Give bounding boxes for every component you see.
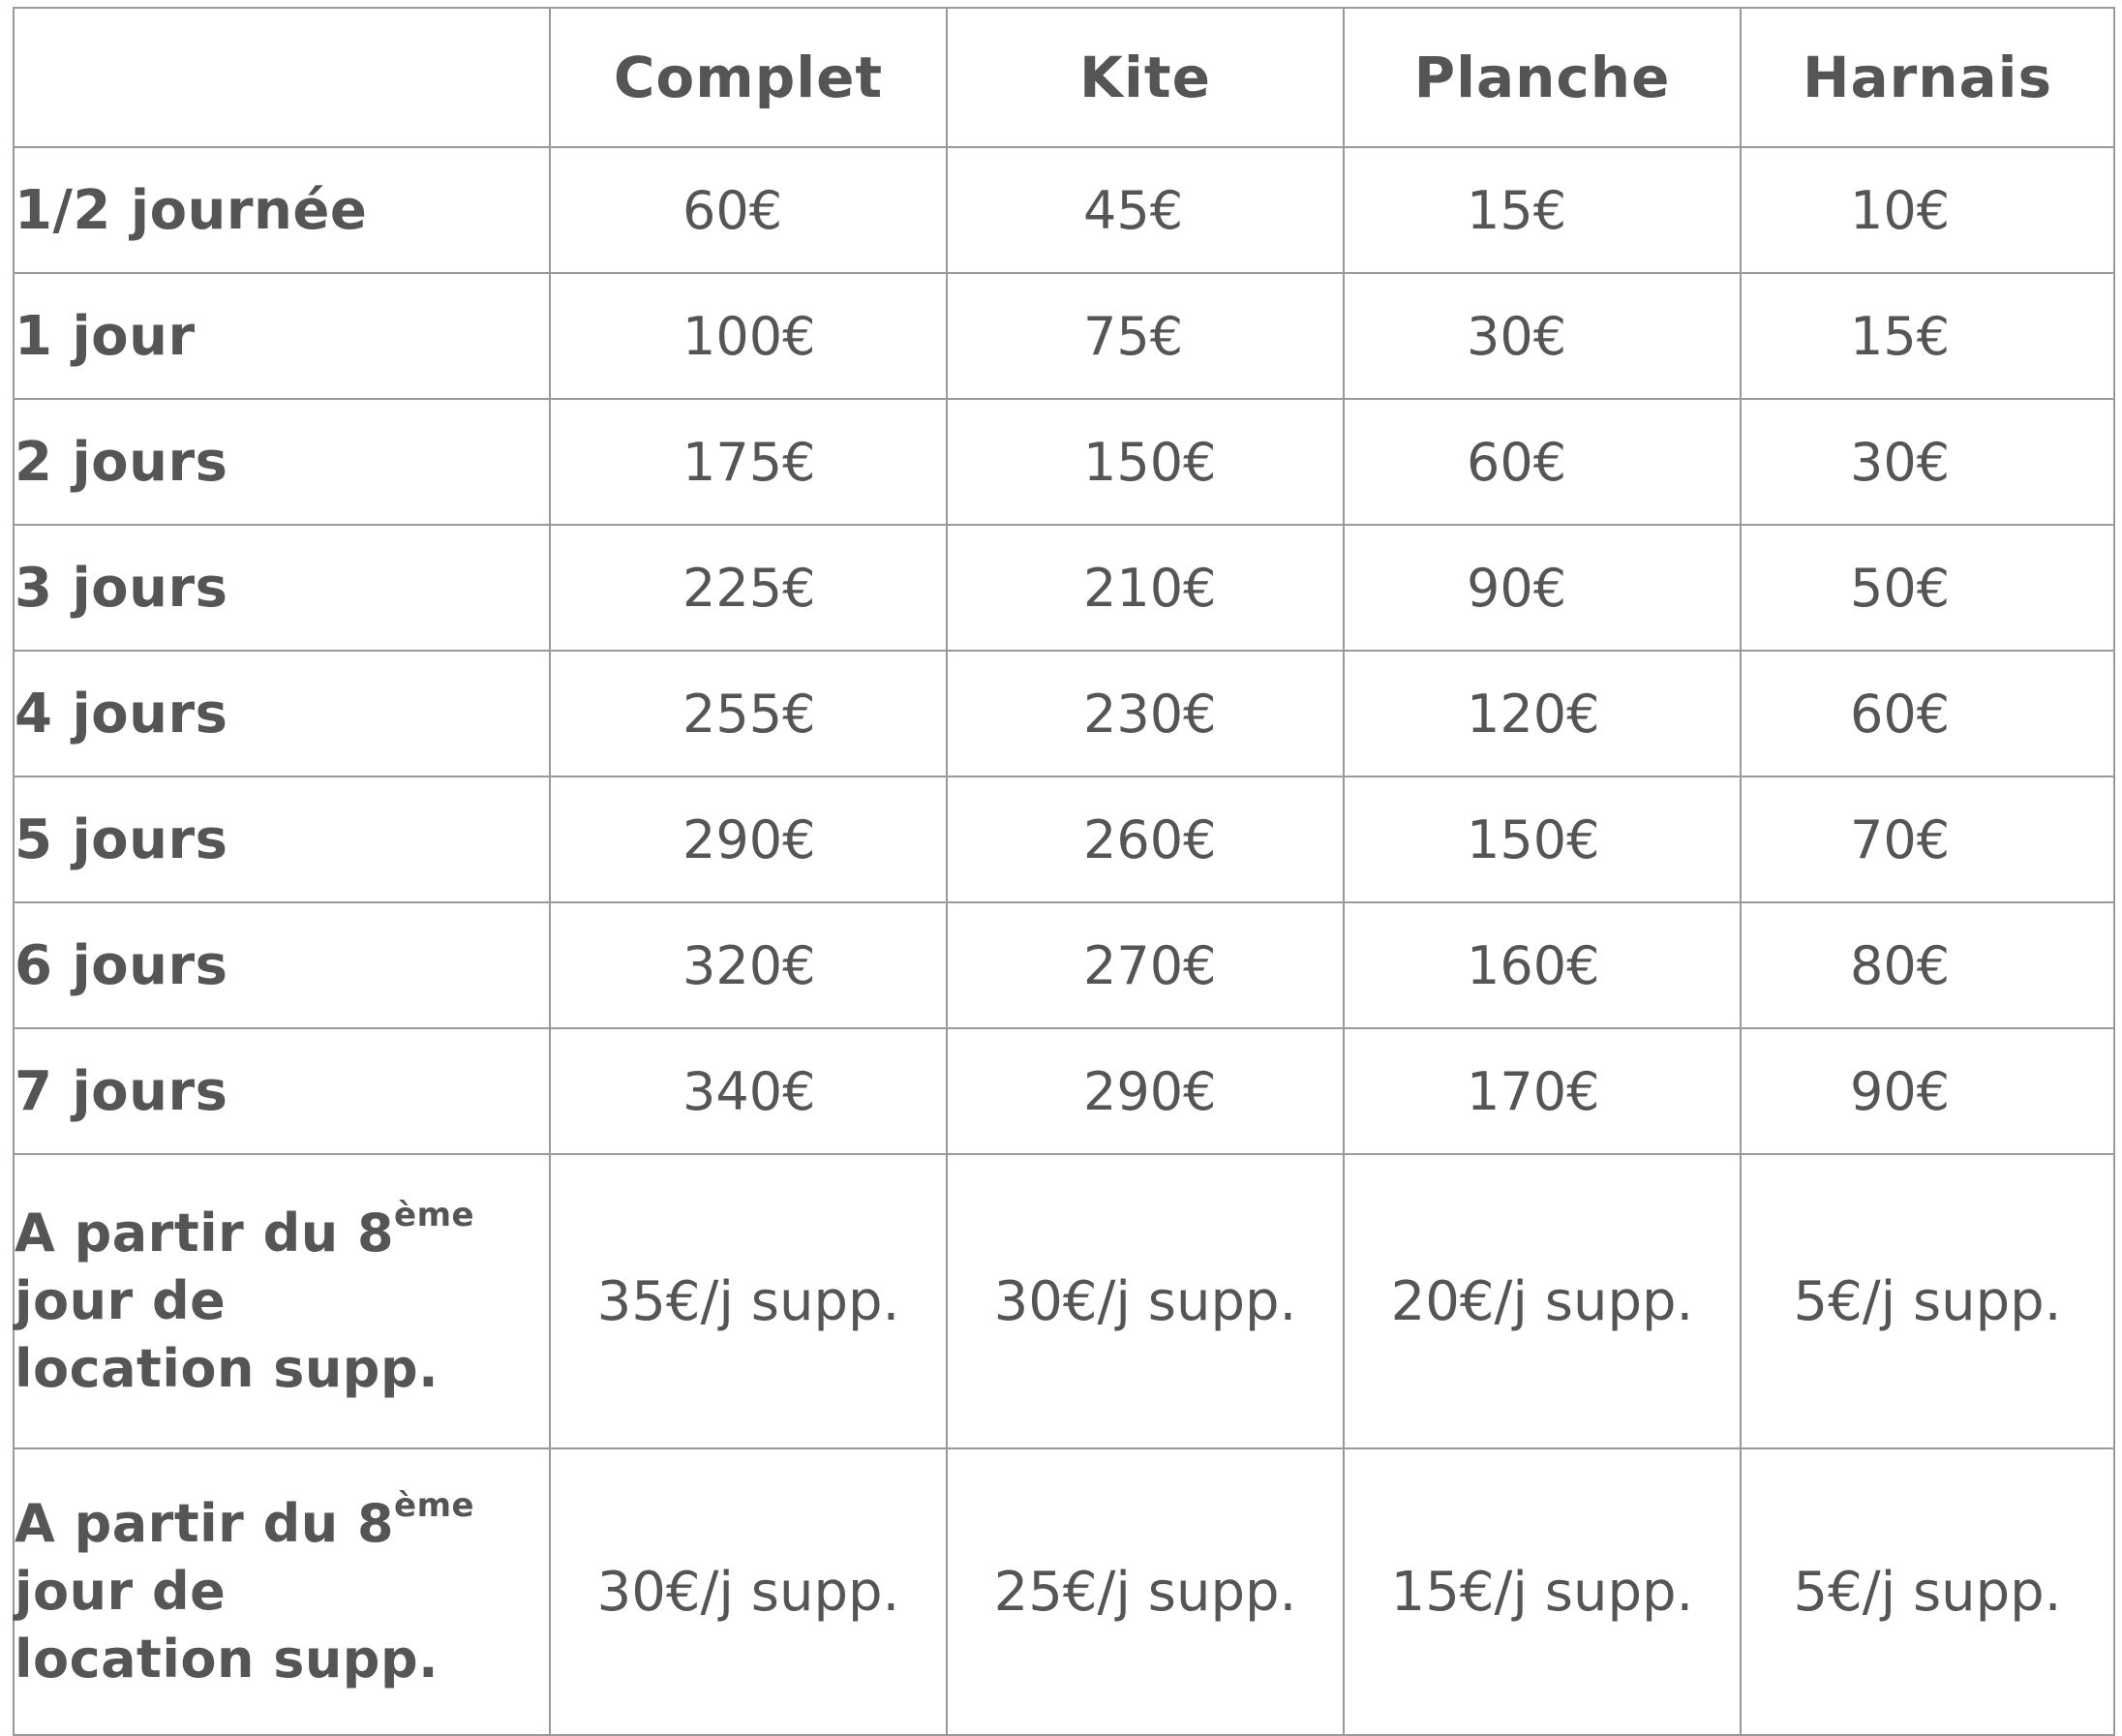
row-label-extra: A partir du 8ème jour de location supp. xyxy=(14,1448,550,1735)
price-cell: 45€ xyxy=(947,147,1344,273)
price-cell: 90€ xyxy=(1344,525,1741,651)
table-row xyxy=(14,902,2114,1028)
row-label: 7 jours xyxy=(14,1028,550,1154)
price-cell: 170€ xyxy=(1344,1028,1741,1154)
row-label: 1 jour xyxy=(14,273,550,399)
price-cell: 150€ xyxy=(1344,777,1741,902)
price-cell: 225€ xyxy=(550,525,947,651)
header-complet: Complet xyxy=(550,8,947,147)
price-cell: 210€ xyxy=(947,525,1344,651)
price-cell: 5€/j supp. xyxy=(1741,1154,2114,1448)
price-cell: 25€/j supp. xyxy=(947,1448,1344,1735)
price-cell: 60€ xyxy=(1741,651,2114,777)
price-cell: 340€ xyxy=(550,1028,947,1154)
price-cell: 15€/j supp. xyxy=(1344,1448,1741,1735)
row-label: 6 jours xyxy=(14,902,550,1028)
price-cell: 255€ xyxy=(550,651,947,777)
table-row xyxy=(14,777,2114,902)
price-cell: 230€ xyxy=(947,651,1344,777)
price-cell: 30€/j supp. xyxy=(947,1154,1344,1448)
price-cell: 290€ xyxy=(550,777,947,902)
price-cell: 20€/j supp. xyxy=(1344,1154,1741,1448)
row-label: 4 jours xyxy=(14,651,550,777)
row-label: 3 jours xyxy=(14,525,550,651)
header-harnais: Harnais xyxy=(1741,8,2114,147)
table-row xyxy=(14,1028,2114,1154)
table-row xyxy=(14,399,2114,525)
price-cell: 15€ xyxy=(1344,147,1741,273)
table-row-extra xyxy=(14,1154,2114,1448)
price-cell: 175€ xyxy=(550,399,947,525)
price-cell: 30€ xyxy=(1741,399,2114,525)
price-cell: 290€ xyxy=(947,1028,1344,1154)
price-cell: 260€ xyxy=(947,777,1344,902)
price-cell: 80€ xyxy=(1741,902,2114,1028)
price-cell: 270€ xyxy=(947,902,1344,1028)
superscript: ème xyxy=(394,1196,475,1234)
price-cell: 5€/j supp. xyxy=(1741,1448,2114,1735)
price-cell: 15€ xyxy=(1741,273,2114,399)
price-cell: 75€ xyxy=(947,273,1344,399)
row-label: 2 jours xyxy=(14,399,550,525)
price-cell: 160€ xyxy=(1344,902,1741,1028)
header-kite: Kite xyxy=(947,8,1344,147)
row-label-extra: A partir du 8ème jour de location supp. xyxy=(14,1154,550,1448)
price-cell: 120€ xyxy=(1344,651,1741,777)
table-row xyxy=(14,525,2114,651)
table-row xyxy=(14,273,2114,399)
rental-price-table xyxy=(13,7,2115,1736)
price-cell: 30€ xyxy=(1344,273,1741,399)
price-cell: 10€ xyxy=(1741,147,2114,273)
price-cell: 320€ xyxy=(550,902,947,1028)
price-cell: 50€ xyxy=(1741,525,2114,651)
price-cell: 150€ xyxy=(947,399,1344,525)
table-row xyxy=(14,651,2114,777)
row-label: 1/2 journée xyxy=(14,147,550,273)
row-label: 5 jours xyxy=(14,777,550,902)
price-cell: 60€ xyxy=(1344,399,1741,525)
table-row-extra xyxy=(14,1448,2114,1735)
table-row xyxy=(14,147,2114,273)
header-planche: Planche xyxy=(1344,8,1741,147)
price-cell: 30€/j supp. xyxy=(550,1448,947,1735)
price-cell: 70€ xyxy=(1741,777,2114,902)
corner-cell xyxy=(14,8,550,147)
header-row xyxy=(14,8,2114,147)
price-cell: 35€/j supp. xyxy=(550,1154,947,1448)
price-cell: 60€ xyxy=(550,147,947,273)
price-cell: 90€ xyxy=(1741,1028,2114,1154)
price-cell: 100€ xyxy=(550,273,947,399)
superscript: ème xyxy=(394,1486,475,1525)
